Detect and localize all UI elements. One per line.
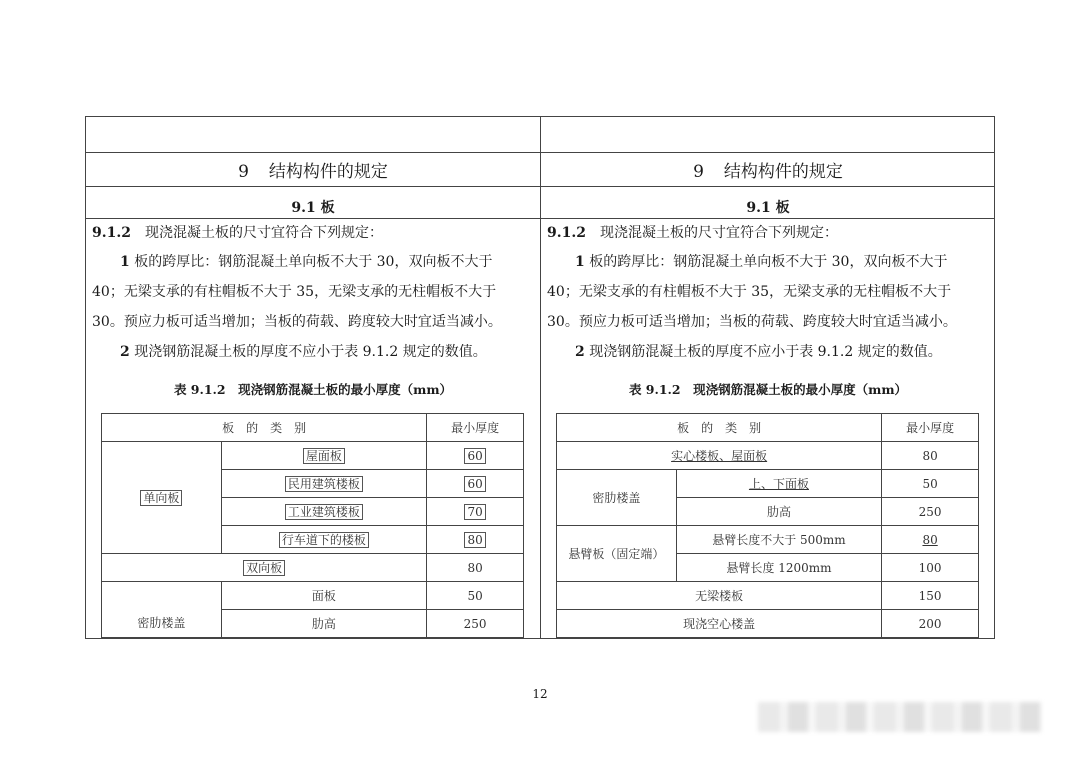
section-heading: 9.1 板: [746, 200, 790, 216]
row-value: 150: [882, 582, 979, 610]
industrial-floor-value: 70: [464, 504, 485, 520]
item1-number: 1: [120, 254, 130, 270]
item1-number: 1: [575, 254, 585, 270]
row-name: 悬臂长度不大于 500mm: [676, 526, 882, 554]
table-row: [557, 610, 979, 638]
solid-slab-label: 实心楼板、屋面板: [671, 449, 768, 463]
table-header-row: [557, 414, 979, 442]
clause-line: [547, 222, 987, 242]
two-way-cell: [102, 554, 427, 582]
table-row: [102, 442, 524, 470]
row-value: [427, 526, 524, 554]
row-name: 悬臂长度 1200mm: [676, 554, 882, 582]
row-value: 200: [882, 610, 979, 638]
chapter-title: 结构构件的规定: [723, 162, 843, 182]
chapter-heading: [541, 157, 995, 182]
table-row: [557, 526, 979, 554]
row-name: 现浇空心楼盖: [557, 610, 882, 638]
section-heading: 9.1 板: [291, 200, 335, 216]
civil-floor-label: 民用建筑楼板: [285, 476, 363, 492]
watermark-blur: [758, 702, 1042, 732]
left-column: [86, 117, 540, 638]
row-name: 无梁楼板: [557, 582, 882, 610]
roadway-floor-value: 80: [464, 532, 485, 548]
clause-number: 9.1.2: [92, 225, 131, 241]
row-name: [221, 442, 426, 470]
row-name: [221, 470, 426, 498]
table-row: [102, 582, 524, 610]
row-value: 250: [882, 498, 979, 526]
item2-text: 现浇钢筋混凝土板的厚度不应小于表 9.1.2 规定的数值。: [134, 344, 487, 360]
row-value: [427, 442, 524, 470]
row-value: [427, 470, 524, 498]
chapter-number: 9: [238, 162, 249, 182]
thickness-table: [101, 413, 524, 638]
table-row: [557, 442, 979, 470]
industrial-floor-label: 工业建筑楼板: [285, 504, 363, 520]
clause-text: 现浇混凝土板的尺寸宜符合下列规定：: [144, 225, 383, 241]
item2-number: 2: [575, 344, 585, 360]
clause-text: 现浇混凝土板的尺寸宜符合下列规定：: [599, 225, 838, 241]
one-way-cell: [102, 442, 222, 554]
row-value: [882, 526, 979, 554]
face-slab-label: 上、下面板: [748, 477, 809, 491]
item1-line3: 30。预应力板可适当增加；当板的荷载、跨度较大时宜适当减小。: [547, 314, 957, 330]
header-min: 最小厚度: [427, 414, 524, 442]
clause-line: [92, 222, 532, 242]
one-way-label: 单向板: [140, 490, 182, 506]
table-row: [557, 470, 979, 498]
ribbed-cell: 密肋楼盖: [557, 470, 677, 526]
roof-slab-label: 屋面板: [303, 448, 345, 464]
item1-text: 板的跨厚比：钢筋混凝土单向板不大于 30，双向板不大于: [134, 254, 493, 270]
item2-line: [120, 341, 560, 361]
row-value: 250: [427, 610, 524, 638]
chapter-heading: [86, 157, 540, 182]
row-value: 80: [427, 554, 524, 582]
page-number: 12: [532, 687, 548, 701]
row-value: 50: [427, 582, 524, 610]
item1-line1: [120, 251, 560, 271]
row-name: [676, 470, 882, 498]
item2-number: 2: [120, 344, 130, 360]
row-name: 肋高: [676, 498, 882, 526]
item1-line2: 40；无梁支承的有柱帽板不大于 35，无梁支承的无柱帽板不大于: [547, 284, 952, 300]
header-min: 最小厚度: [882, 414, 979, 442]
table-row: [557, 582, 979, 610]
header-type: 板 的 类 别: [557, 414, 882, 442]
item1-text: 板的跨厚比：钢筋混凝土单向板不大于 30，双向板不大于: [589, 254, 948, 270]
comparison-frame: [85, 116, 995, 639]
table-header-row: [102, 414, 524, 442]
chapter-title: 结构构件的规定: [268, 162, 388, 182]
right-column: [541, 117, 995, 638]
row-value: [427, 498, 524, 526]
item2-line: [575, 341, 1015, 361]
cantilever-500-value: 80: [922, 532, 938, 547]
row-name: 面板: [221, 582, 426, 610]
table-title: 表 9.1.2 现浇钢筋混凝土板的最小厚度（mm）: [173, 382, 453, 397]
table-row: [102, 554, 524, 582]
row-name: [221, 498, 426, 526]
thickness-table: [556, 413, 979, 638]
item1-line3: 30。预应力板可适当增加；当板的荷载、跨度较大时宜适当减小。: [92, 314, 502, 330]
item2-text: 现浇钢筋混凝土板的厚度不应小于表 9.1.2 规定的数值。: [589, 344, 942, 360]
row-value: 50: [882, 470, 979, 498]
roof-slab-value: 60: [464, 448, 485, 464]
civil-floor-value: 60: [464, 476, 485, 492]
item1-line1: [575, 251, 1015, 271]
row-name: [557, 442, 882, 470]
item1-line2: 40；无梁支承的有柱帽板不大于 35，无梁支承的无柱帽板不大于: [92, 284, 497, 300]
clause-number: 9.1.2: [547, 225, 586, 241]
header-type: 板 的 类 别: [102, 414, 427, 442]
cantilever-cell: 悬臂板（固定端）: [557, 526, 677, 582]
row-value: 100: [882, 554, 979, 582]
row-value: 80: [882, 442, 979, 470]
roadway-floor-label: 行车道下的楼板: [279, 532, 369, 548]
row-name: [221, 526, 426, 554]
table-title: 表 9.1.2 现浇钢筋混凝土板的最小厚度（mm）: [628, 382, 908, 397]
ribbed-cell: 密肋楼盖: [102, 582, 222, 638]
row-name: 肋高: [221, 610, 426, 638]
chapter-number: 9: [693, 162, 704, 182]
two-way-label: 双向板: [243, 560, 285, 576]
